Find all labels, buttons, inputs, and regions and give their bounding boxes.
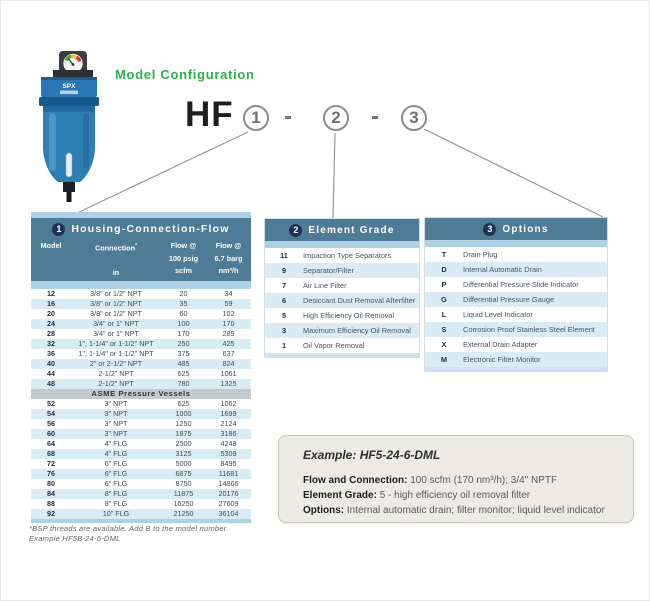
table-row bbox=[31, 339, 251, 349]
table-row bbox=[425, 337, 607, 352]
cell-label: Internal Automatic Drain bbox=[463, 265, 542, 274]
section-title: Model Configuration bbox=[115, 67, 255, 82]
cell-flow-nm3h: 14866 bbox=[218, 479, 239, 488]
filter-head-edge bbox=[41, 77, 97, 80]
cell-model: 28 bbox=[47, 329, 55, 338]
col-header-connection: Connection* in bbox=[94, 243, 138, 278]
table-row bbox=[31, 349, 251, 359]
cell-label: Differential Pressure Gauge bbox=[463, 295, 555, 304]
cell-flow-nm3h: 289 bbox=[222, 329, 235, 338]
cell-flow-nm3h: 27609 bbox=[218, 499, 239, 508]
table-row bbox=[31, 379, 251, 389]
model-prefix: HF bbox=[185, 95, 234, 134]
example-line: Element Grade: 5 - high efficiency oil removal filter bbox=[303, 490, 531, 501]
cell-flow-nm3h: 425 bbox=[222, 339, 235, 348]
cell-flow-scfm: 8750 bbox=[175, 479, 192, 488]
housing-table-title: Housing-Connection-Flow bbox=[71, 223, 230, 235]
cell-label: Oil Vapor Removal bbox=[303, 341, 365, 350]
cell-flow-nm3h: 20176 bbox=[218, 489, 239, 498]
cell-model: 68 bbox=[47, 449, 55, 458]
badge-2: 2 bbox=[289, 224, 302, 237]
cell-label: High Efficiency Oil Removal bbox=[303, 311, 395, 320]
cell-code: M bbox=[440, 355, 448, 364]
element-grade-header bbox=[265, 219, 419, 241]
table-row bbox=[425, 262, 607, 277]
cell-model: 20 bbox=[47, 309, 55, 318]
cell-connection: 2-1/2" NPT bbox=[98, 379, 134, 388]
cell-code: L bbox=[441, 310, 447, 319]
cell-label: Electronic Filter Monitor bbox=[463, 355, 541, 364]
table-row bbox=[425, 247, 607, 262]
table-row bbox=[31, 459, 251, 469]
example-line: Flow and Connection: 100 scfm (170 nm³/h); 3/4" NPTF bbox=[303, 475, 558, 486]
cell-connection: 3/8" or 1/2" NPT bbox=[90, 289, 142, 298]
cell-connection: 4" FLG bbox=[104, 449, 128, 458]
table-row bbox=[425, 307, 607, 322]
dash-separator: - bbox=[371, 103, 379, 130]
cell-flow-scfm: 250 bbox=[177, 339, 190, 348]
cell-model: 80 bbox=[47, 479, 55, 488]
housing-table-header bbox=[31, 218, 251, 281]
footnote-line-1: *BSP threads are available. Add B to the model number. bbox=[29, 524, 229, 533]
cell-flow-scfm: 6875 bbox=[175, 469, 192, 478]
table-row bbox=[31, 439, 251, 449]
dash-separator: - bbox=[284, 103, 292, 130]
cell-connection: 3" NPT bbox=[104, 419, 128, 428]
table-row bbox=[31, 469, 251, 479]
cell-connection: 3" NPT bbox=[104, 399, 128, 408]
cell-flow-scfm: 21250 bbox=[173, 509, 194, 518]
table-row bbox=[31, 299, 251, 309]
cell-code: 11 bbox=[280, 251, 288, 260]
cell-model: 12 bbox=[47, 289, 55, 298]
example-box bbox=[278, 435, 634, 523]
table-row bbox=[31, 329, 251, 339]
options-title: Options bbox=[502, 223, 549, 235]
cell-label: Separator/Filter bbox=[303, 266, 354, 275]
slot-2-circle: 2 bbox=[323, 105, 349, 131]
col-header-flow-psig: Flow @ 100 psig scfm bbox=[168, 241, 199, 275]
cell-flow-nm3h: 2124 bbox=[220, 419, 237, 428]
options-rows bbox=[425, 247, 607, 367]
cell-flow-scfm: 1875 bbox=[175, 429, 192, 438]
example-line: Options: Internal automatic drain; filter monitor; liquid level indicator bbox=[303, 505, 605, 516]
table-row bbox=[31, 399, 251, 409]
footnote bbox=[29, 524, 229, 543]
slot-1-circle: 1 bbox=[243, 105, 269, 131]
cell-label: Liquid Level Indicator bbox=[463, 310, 533, 319]
cell-flow-nm3h: 3186 bbox=[220, 429, 237, 438]
table-row bbox=[425, 277, 607, 292]
sight-glass bbox=[66, 153, 72, 177]
cell-connection: 6" FLG bbox=[104, 459, 128, 468]
cell-code: 9 bbox=[281, 266, 287, 275]
cell-flow-nm3h: 824 bbox=[222, 359, 235, 368]
table-bottom-strip bbox=[265, 353, 419, 357]
table-row bbox=[265, 308, 419, 323]
cell-model: 16 bbox=[47, 299, 55, 308]
cell-code: P bbox=[441, 280, 447, 289]
cell-flow-scfm: 11875 bbox=[173, 489, 194, 498]
cell-connection: 1", 1-1/4" or 1-1/2" NPT bbox=[78, 349, 154, 358]
table-row bbox=[31, 419, 251, 429]
slot-3-circle: 3 bbox=[401, 105, 427, 131]
cell-flow-scfm: 1000 bbox=[175, 409, 192, 418]
filter-collar bbox=[39, 97, 99, 106]
options-header bbox=[425, 218, 607, 240]
cell-flow-scfm: 3125 bbox=[175, 449, 192, 458]
cell-flow-nm3h: 1061 bbox=[220, 369, 237, 378]
table-row bbox=[31, 449, 251, 459]
cell-label: Differential Pressure Slide Indicator bbox=[463, 280, 579, 289]
badge-1: 1 bbox=[52, 223, 65, 236]
housing-connection-flow-table bbox=[31, 212, 251, 523]
element-grade-table bbox=[264, 218, 420, 358]
cell-connection: 6" FLG bbox=[104, 479, 128, 488]
cell-flow-nm3h: 1325 bbox=[220, 379, 237, 388]
header-gap bbox=[31, 281, 251, 289]
cell-code: 6 bbox=[281, 296, 287, 305]
cell-model: 40 bbox=[47, 359, 55, 368]
housing-rows bbox=[31, 289, 251, 389]
cell-flow-scfm: 35 bbox=[179, 299, 188, 308]
cell-model: 88 bbox=[47, 499, 55, 508]
col-header-flow-barg: Flow @ 6.7 barg nm³/h bbox=[214, 241, 243, 275]
table-row bbox=[265, 323, 419, 338]
filter-product-image bbox=[37, 51, 101, 213]
table-row bbox=[425, 322, 607, 337]
cell-connection: 3" NPT bbox=[104, 429, 128, 438]
cell-label: Drain Plug bbox=[463, 250, 498, 259]
cell-flow-nm3h: 11681 bbox=[218, 469, 239, 478]
cell-model: 36 bbox=[47, 349, 55, 358]
table-row bbox=[31, 499, 251, 509]
brand-logo-text: SPX bbox=[62, 83, 76, 90]
cell-connection: 4" FLG bbox=[104, 439, 128, 448]
asme-rows bbox=[31, 399, 251, 519]
cell-model: 60 bbox=[47, 429, 55, 438]
cell-model: 24 bbox=[47, 319, 55, 328]
cell-code: D bbox=[441, 265, 447, 274]
cell-model: 76 bbox=[47, 469, 55, 478]
drain-stem bbox=[67, 192, 72, 202]
table-row bbox=[425, 352, 607, 367]
cell-model: 84 bbox=[47, 489, 55, 498]
table-row bbox=[31, 509, 251, 519]
housing-column-headers bbox=[31, 240, 251, 281]
cell-flow-nm3h: 8495 bbox=[220, 459, 237, 468]
table-row bbox=[31, 369, 251, 379]
table-row bbox=[265, 338, 419, 353]
cell-label: Desiccant Dust Removal Afterfilter bbox=[303, 296, 416, 305]
asme-section-header: ASME Pressure Vessels bbox=[31, 389, 251, 399]
cell-code: 1 bbox=[281, 341, 287, 350]
footnote-line-2: Example HF5B-24-6-DML bbox=[29, 533, 121, 543]
table-row bbox=[265, 263, 419, 278]
cell-flow-scfm: 625 bbox=[177, 399, 190, 408]
cell-code: 5 bbox=[281, 311, 287, 320]
cell-flow-nm3h: 1062 bbox=[220, 399, 237, 408]
cell-connection: 2" or 2-1/2" NPT bbox=[89, 359, 143, 368]
table-row bbox=[265, 278, 419, 293]
cell-connection: 3/4" or 1" NPT bbox=[93, 319, 139, 328]
cell-flow-nm3h: 4248 bbox=[220, 439, 237, 448]
header-strip bbox=[425, 240, 607, 247]
bowl-shade bbox=[83, 113, 89, 169]
cell-label: External Drain Adapter bbox=[463, 340, 538, 349]
table-row bbox=[31, 359, 251, 369]
header-strip bbox=[265, 241, 419, 248]
cell-connection: 3/8" or 1/2" NPT bbox=[90, 299, 142, 308]
example-line-label: Element Grade: bbox=[303, 490, 377, 501]
cell-model: 52 bbox=[47, 399, 55, 408]
cell-connection: 10" FLG bbox=[102, 509, 130, 518]
cell-connection: 6" FLG bbox=[104, 469, 128, 478]
cell-flow-scfm: 170 bbox=[177, 329, 190, 338]
gauge-hub bbox=[72, 63, 75, 66]
gauge-mount bbox=[53, 70, 93, 78]
cell-flow-scfm: 2500 bbox=[175, 439, 192, 448]
cell-flow-scfm: 485 bbox=[177, 359, 190, 368]
cell-flow-nm3h: 36104 bbox=[218, 509, 239, 518]
cell-model: 48 bbox=[47, 379, 55, 388]
table-row bbox=[265, 293, 419, 308]
cell-code: X bbox=[441, 340, 447, 349]
table-row bbox=[31, 489, 251, 499]
bowl-ring bbox=[43, 106, 95, 112]
table-bottom-strip bbox=[31, 519, 251, 523]
table-row bbox=[31, 409, 251, 419]
cell-flow-nm3h: 102 bbox=[222, 309, 235, 318]
cell-flow-nm3h: 5309 bbox=[220, 449, 237, 458]
cell-model: 92 bbox=[47, 509, 55, 518]
cell-flow-nm3h: 1699 bbox=[220, 409, 237, 418]
table-row bbox=[265, 248, 419, 263]
cell-flow-nm3h: 637 bbox=[222, 349, 235, 358]
cell-label: Corrosion Proof Stainless Steel Element bbox=[463, 325, 595, 334]
cell-flow-scfm: 1250 bbox=[175, 419, 192, 428]
example-title: Example: HF5-24-6-DML bbox=[303, 448, 441, 462]
table-row bbox=[31, 479, 251, 489]
cell-code: S bbox=[441, 325, 447, 334]
cell-code: 3 bbox=[281, 326, 287, 335]
cell-flow-scfm: 375 bbox=[177, 349, 190, 358]
cell-code: T bbox=[441, 250, 447, 259]
example-line-label: Flow and Connection: bbox=[303, 475, 408, 486]
cell-flow-scfm: 60 bbox=[179, 309, 188, 318]
badge-3: 3 bbox=[483, 223, 496, 236]
table-row bbox=[31, 309, 251, 319]
cell-model: 54 bbox=[47, 409, 55, 418]
cell-flow-scfm: 16250 bbox=[173, 499, 194, 508]
cell-connection: 3/4" or 1" NPT bbox=[93, 329, 139, 338]
housing-table-title-row bbox=[52, 218, 229, 240]
table-bottom-strip bbox=[425, 367, 607, 371]
cell-label: Air Line Filter bbox=[303, 281, 347, 290]
cell-code: G bbox=[441, 295, 447, 304]
options-table bbox=[424, 217, 608, 372]
cell-connection: 3" NPT bbox=[104, 409, 128, 418]
cell-model: 32 bbox=[47, 339, 55, 348]
cell-connection: 3/8" or 1/2" NPT bbox=[90, 309, 142, 318]
element-grade-rows bbox=[265, 248, 419, 353]
bowl-highlight bbox=[49, 113, 56, 171]
table-row bbox=[425, 292, 607, 307]
cell-flow-nm3h: 34 bbox=[224, 289, 233, 298]
cell-model: 56 bbox=[47, 419, 55, 428]
cell-flow-scfm: 780 bbox=[177, 379, 190, 388]
cell-model: 72 bbox=[47, 459, 55, 468]
example-lines bbox=[303, 473, 623, 518]
cell-flow-scfm: 100 bbox=[177, 319, 190, 328]
cell-connection: 2-1/2" NPT bbox=[98, 369, 134, 378]
cell-connection: 8" FLG bbox=[104, 499, 128, 508]
gauge-yellow-arc bbox=[71, 56, 76, 57]
cell-label: Impaction Type Separators bbox=[303, 251, 392, 260]
cell-connection: 8" FLG bbox=[104, 489, 128, 498]
cell-flow-nm3h: 59 bbox=[224, 299, 233, 308]
cell-model: 44 bbox=[47, 369, 55, 378]
example-line-label: Options: bbox=[303, 505, 345, 516]
cell-connection: 1", 1-1/4" or 1-1/2" NPT bbox=[78, 339, 154, 348]
cell-flow-scfm: 5000 bbox=[175, 459, 192, 468]
drain-fitting bbox=[63, 182, 75, 192]
cell-label: Maximum Efficiency Oil Removal bbox=[303, 326, 411, 335]
head-sub-label bbox=[60, 91, 78, 95]
table-row bbox=[31, 289, 251, 299]
cell-model: 64 bbox=[47, 439, 55, 448]
col-header-model: Model bbox=[40, 241, 62, 250]
cell-flow-scfm: 625 bbox=[177, 369, 190, 378]
element-grade-title: Element Grade bbox=[308, 224, 395, 236]
table-row bbox=[31, 429, 251, 439]
cell-flow-scfm: 20 bbox=[179, 289, 188, 298]
table-row bbox=[31, 319, 251, 329]
cell-code: 7 bbox=[281, 281, 287, 290]
cell-flow-nm3h: 170 bbox=[222, 319, 235, 328]
